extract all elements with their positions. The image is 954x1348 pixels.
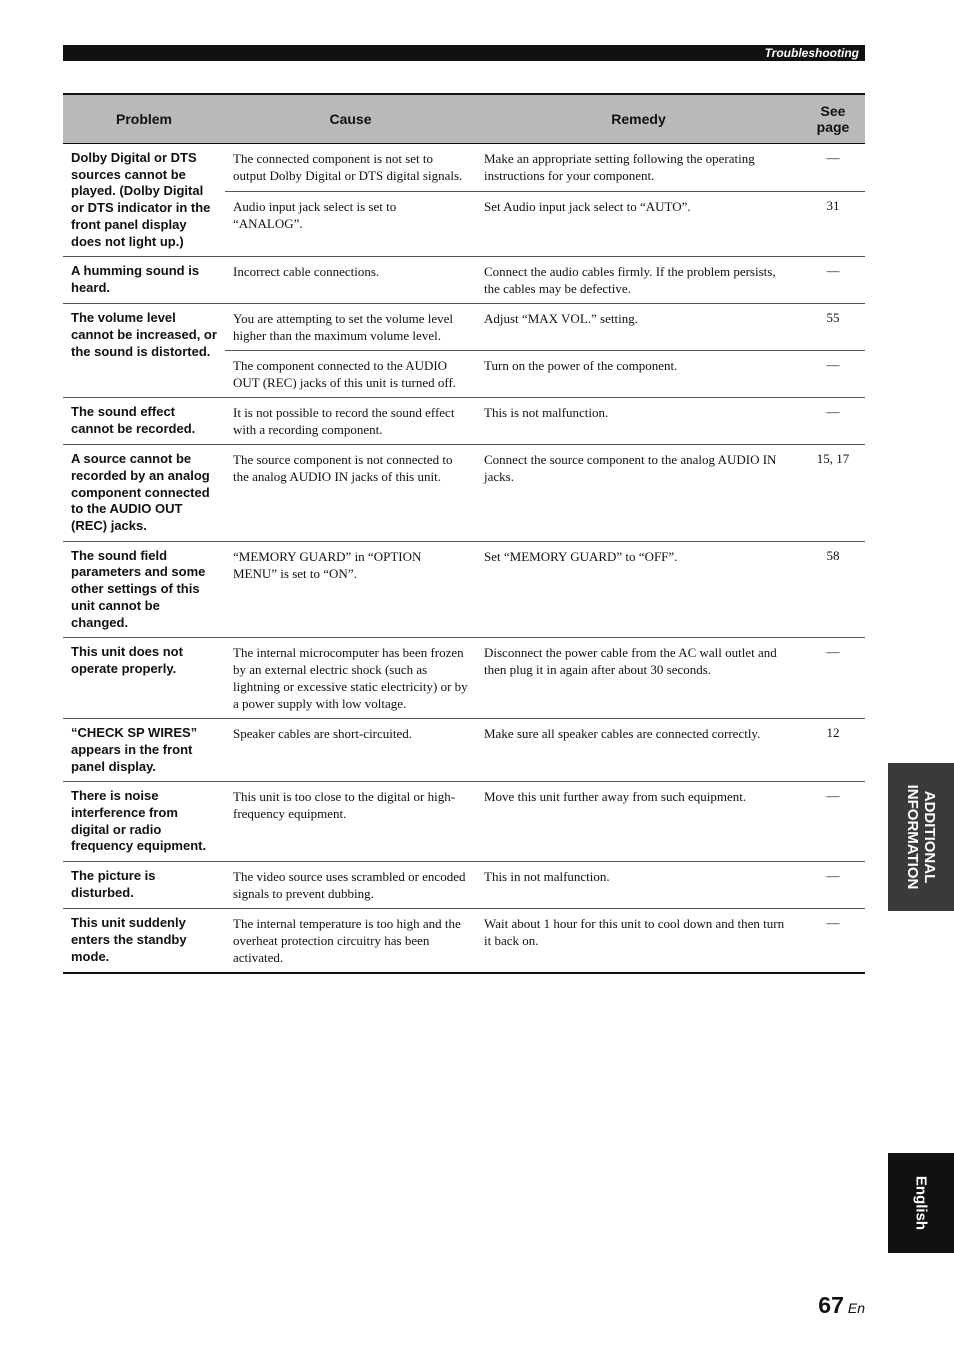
header-see-page: See page xyxy=(801,94,865,144)
cause-cell: This unit is too close to the digital or high-frequency equipment. xyxy=(225,782,476,862)
section-title: Troubleshooting xyxy=(764,46,859,60)
cause-cell: The connected component is not set to output Dolby Digital or DTS digital signals. xyxy=(225,144,476,192)
page-cell: — xyxy=(801,351,865,398)
section-tab-line1: ADDITIONAL xyxy=(921,790,938,884)
table-row xyxy=(63,445,865,542)
page-cell: — xyxy=(801,638,865,719)
cause-cell: It is not possible to record the sound effect with a recording component. xyxy=(225,398,476,445)
language-tab-label: English xyxy=(912,1175,930,1231)
remedy-cell: Make an appropriate setting following the operating instructions for your component. xyxy=(476,144,801,192)
cause-cell: The video source uses scrambled or encoded signals to prevent dubbing. xyxy=(225,862,476,909)
table-row xyxy=(63,909,865,974)
page-language-suffix: En xyxy=(847,1300,865,1316)
cause-cell: Incorrect cable connections. xyxy=(225,257,476,304)
page-number-value: 67 xyxy=(818,1292,844,1318)
header-bar xyxy=(63,45,865,61)
cause-cell: The internal microcomputer has been frozen by an external electric shock (such as lightning or excessive static electricity) or by a power supply with low voltage. xyxy=(225,638,476,719)
section-tab-additional-information xyxy=(888,763,954,911)
remedy-cell: Set Audio input jack select to “AUTO”. xyxy=(476,192,801,257)
page-cell: 12 xyxy=(801,719,865,782)
problem-cell: The sound field parameters and some other settings of this unit cannot be changed. xyxy=(63,541,225,638)
page-cell: 15, 17 xyxy=(801,445,865,542)
remedy-cell: Adjust “MAX VOL.” setting. xyxy=(476,304,801,351)
table-row xyxy=(63,782,865,862)
cause-cell: “MEMORY GUARD” in “OPTION MENU” is set to “ON”. xyxy=(225,541,476,638)
page-cell: — xyxy=(801,909,865,974)
table-row xyxy=(63,144,865,192)
page-number xyxy=(818,1292,865,1319)
remedy-cell: Set “MEMORY GUARD” to “OFF”. xyxy=(476,541,801,638)
cause-cell: Audio input jack select is set to “ANALOG”. xyxy=(225,192,476,257)
table-row xyxy=(63,541,865,638)
cause-cell: The internal temperature is too high and the overheat protection circuitry has been activated. xyxy=(225,909,476,974)
page-cell: 55 xyxy=(801,304,865,351)
cause-cell: You are attempting to set the volume level higher than the maximum volume level. xyxy=(225,304,476,351)
cause-cell: Speaker cables are short-circuited. xyxy=(225,719,476,782)
page-cell: 31 xyxy=(801,192,865,257)
problem-cell: The sound effect cannot be recorded. xyxy=(63,398,225,445)
remedy-cell: Connect the audio cables firmly. If the problem persists, the cables may be defective. xyxy=(476,257,801,304)
troubleshooting-table xyxy=(63,93,865,974)
problem-cell: There is noise interference from digital or radio frequency equipment. xyxy=(63,782,225,862)
remedy-cell: Disconnect the power cable from the AC wall outlet and then plug it in again after about 30 seconds. xyxy=(476,638,801,719)
page-cell: — xyxy=(801,144,865,192)
problem-cell: A source cannot be recorded by an analog component connected to the AUDIO OUT (REC) jacks. xyxy=(63,445,225,542)
table-row xyxy=(63,304,865,351)
problem-cell: This unit suddenly enters the standby mode. xyxy=(63,909,225,974)
cause-cell: The component connected to the AUDIO OUT (REC) jacks of this unit is turned off. xyxy=(225,351,476,398)
table-row xyxy=(63,398,865,445)
problem-cell: “CHECK SP WIRES” appears in the front panel display. xyxy=(63,719,225,782)
table-row xyxy=(63,862,865,909)
remedy-cell: Connect the source component to the analog AUDIO IN jacks. xyxy=(476,445,801,542)
remedy-cell: Wait about 1 hour for this unit to cool down and then turn it back on. xyxy=(476,909,801,974)
table-row xyxy=(63,257,865,304)
problem-cell: This unit does not operate properly. xyxy=(63,638,225,719)
problem-cell: The volume level cannot be increased, or the sound is distorted. xyxy=(63,304,225,398)
remedy-cell: This in not malfunction. xyxy=(476,862,801,909)
header-cause: Cause xyxy=(225,94,476,144)
table-header-row xyxy=(63,94,865,144)
cause-cell: The source component is not connected to the analog AUDIO IN jacks of this unit. xyxy=(225,445,476,542)
section-tab-label xyxy=(904,785,938,890)
remedy-cell: Turn on the power of the component. xyxy=(476,351,801,398)
page-cell: 58 xyxy=(801,541,865,638)
table-row xyxy=(63,719,865,782)
problem-cell: A humming sound is heard. xyxy=(63,257,225,304)
header-problem: Problem xyxy=(63,94,225,144)
page-cell: — xyxy=(801,398,865,445)
section-tab-line2: INFORMATION xyxy=(904,784,921,890)
page-cell: — xyxy=(801,782,865,862)
remedy-cell: This is not malfunction. xyxy=(476,398,801,445)
header-remedy: Remedy xyxy=(476,94,801,144)
remedy-cell: Make sure all speaker cables are connected correctly. xyxy=(476,719,801,782)
language-tab-english xyxy=(888,1153,954,1253)
page-cell: — xyxy=(801,862,865,909)
page-cell: — xyxy=(801,257,865,304)
problem-cell: Dolby Digital or DTS sources cannot be played. (Dolby Digital or DTS indicator in the front panel display does not light up.) xyxy=(63,144,225,257)
remedy-cell: Move this unit further away from such equipment. xyxy=(476,782,801,862)
table-row xyxy=(63,638,865,719)
problem-cell: The picture is disturbed. xyxy=(63,862,225,909)
